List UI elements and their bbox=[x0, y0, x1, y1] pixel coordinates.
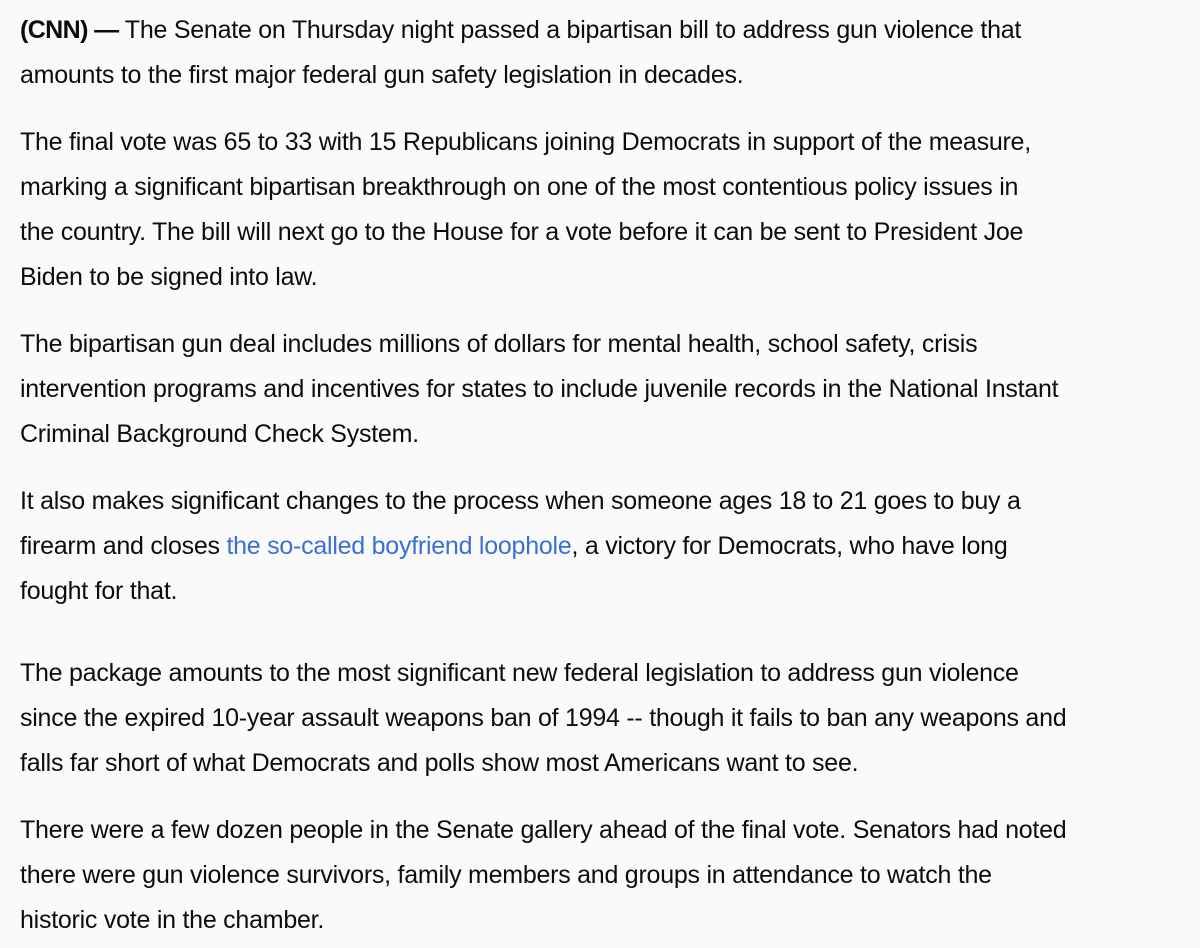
paragraph-line: The bipartisan gun deal includes millions of dollars for mental health, school safety, crisis bbox=[20, 330, 978, 358]
paragraph-line: since the expired 10-year assault weapons ban of 1994 -- though it fails to ban any weapons and bbox=[20, 704, 1067, 732]
paragraph-line: The final vote was 65 to 33 with 15 Republicans joining Democrats in support of the measure, bbox=[20, 128, 1031, 156]
boyfriend-loophole-link[interactable]: the so-called boyfriend loophole bbox=[226, 532, 572, 560]
paragraph-line: Biden to be signed into law. bbox=[20, 263, 318, 291]
paragraph-line: There were a few dozen people in the Senate gallery ahead of the final vote. Senators had noted bbox=[20, 816, 1067, 844]
paragraph-significance bbox=[20, 651, 1066, 786]
paragraph-deal-contents bbox=[20, 322, 1058, 457]
paragraph-final-vote bbox=[20, 120, 1031, 300]
paragraph-line: there were gun violence survivors, family members and groups in attendance to watch the bbox=[20, 861, 992, 889]
paragraph-text: The Senate on Thursday night passed a bipartisan bill to address gun violence that bbox=[118, 16, 1022, 44]
paragraph-line: The package amounts to the most significant new federal legislation to address gun violence bbox=[20, 659, 1019, 687]
paragraph-line: Criminal Background Check System. bbox=[20, 420, 419, 448]
paragraph-line: fought for that. bbox=[20, 577, 178, 605]
paragraph-text: firearm and closes bbox=[20, 532, 227, 560]
paragraph-changes bbox=[20, 479, 1021, 614]
paragraph-line: historic vote in the chamber. bbox=[20, 906, 325, 934]
paragraph-line bbox=[20, 524, 1021, 569]
paragraph-line: It also makes significant changes to the process when someone ages 18 to 21 goes to buy a bbox=[20, 487, 1021, 515]
paragraph-lede bbox=[20, 8, 1021, 98]
paragraph-line: falls far short of what Democrats and polls show most Americans want to see. bbox=[20, 749, 859, 777]
paragraph-line: the country. The bill will next go to the House for a vote before it can be sent to President Joe bbox=[20, 218, 1024, 246]
paragraph-line: amounts to the first major federal gun safety legislation in decades. bbox=[20, 61, 744, 89]
paragraph-text: , a victory for Democrats, who have long bbox=[571, 532, 1008, 560]
paragraph-line: intervention programs and incentives for states to include juvenile records in the National Instant bbox=[20, 375, 1059, 403]
paragraph-line bbox=[20, 8, 1021, 53]
paragraph-gallery bbox=[20, 808, 1066, 943]
paragraph-line: marking a significant bipartisan breakthrough on one of the most contentious policy issues in bbox=[20, 173, 1019, 201]
dateline: (CNN) — bbox=[20, 16, 119, 44]
